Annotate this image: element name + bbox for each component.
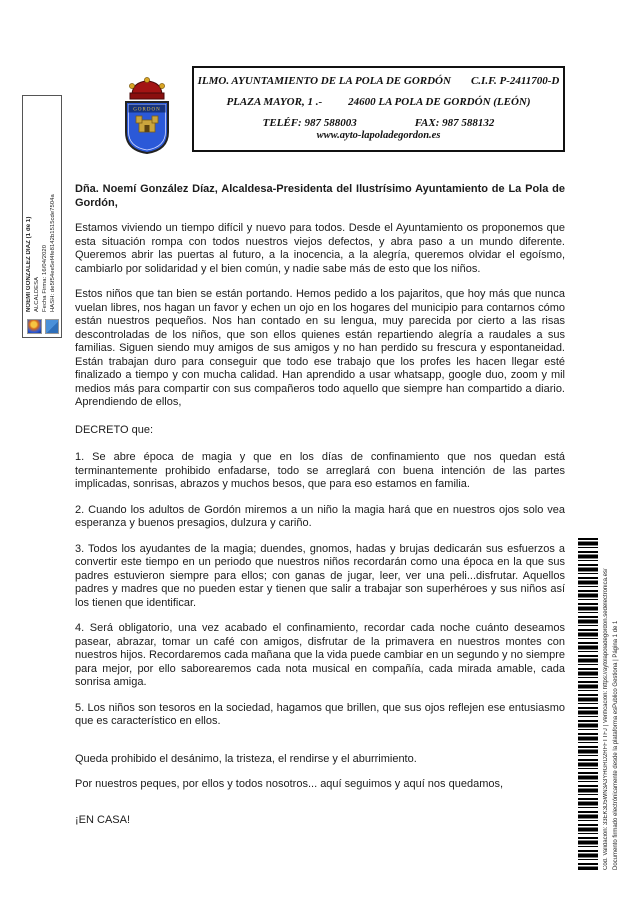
paragraph-intro-2: Estos niños que tan bien se están portando. Hemos pedido a los pajaritos, que hoy más que nunca vuelan libres, nos hagan un favor y echen un ojo en los hogares del municipio para contarnos cómo están nuestros pequeños. Nos han contado en su lengua, muy parecida por cierto a las risas descontroladas de los niños, que son ellos quienes están repartiendo alegría a raudales a sus familias. Siguen siendo muy amigos de sus amigos y no han perdido su frescura y espontaneidad. Están trabajan duro para conseguir que todo ese trabajo que los profes les hacen llegar esté finalizado a tiempo y con mucha calidad. Han aprendido a usar whatsapp, google duo, zoom y mil medios más para compartir con sus compañeros todo aquello que siempre han compartido a diario. Aprendiendo de ellos, [75, 288, 565, 408]
municipal-coat-of-arms-icon [112, 76, 182, 158]
salutation: Dña. Noemí González Díaz, Alcaldesa-Presidenta del Ilustrísimo Ayuntamiento de La Pola de Gordón, [75, 183, 565, 209]
signature-margin-text [25, 100, 59, 312]
org-website: www.ayto-lapoladegordon.es [316, 130, 441, 141]
org-cif: C.I.F. P-2411700-D [470, 75, 560, 87]
org-address: PLAZA MAYOR, 1 .- [226, 96, 323, 108]
verification-margin-text [601, 538, 623, 870]
decree-heading: DECRETO que: [75, 423, 154, 436]
decree-point-3: 3. Todos los ayudantes de la magia; duendes, gnomos, hadas y brujas dedicarán sus esfuerzos a convertir este tiempo en un periodo que nuestros niños recordarán como una época en la que sus padres estuvieron siempre para ellos; con ganas de jugar, leer, ver una peli...disfrutar. Aquellos padres y madres que no pueden estar y tienen que salir a trabajar son superhéroes y sus niños así los tienen que identificar. [75, 542, 565, 609]
validation-code-line: Cód. Validación: 33EK3D5WN3A3YHGRD2RFFTTFJ | Verificación: https://aytolapoladegordon.sedelectronica.es/ [603, 568, 609, 870]
org-postal-city: 24600 LA POLA DE GORDÓN (LEÓN) [348, 96, 531, 108]
decree-point-4: 4. Será obligatorio, una vez acabado el confinamiento, recordar cada noche cuánto deseamos pasear, abrazar, tomar un café con amigos, disfrutar de la primavera en nuestros montes con nuestros hijos. Recordaremos cada mañana que la vida puede cambiar en un segundo y no siempre para mejor, por ello saborearemos cada nota musical en compañía, cada mirada amable, cada sonrisa amiga. [75, 622, 565, 688]
signed-document-line: Documento firmado electrónicamente desde la plataforma esPublico Gestiona | Página 1 de 1 [613, 620, 619, 870]
signature-date: Fecha Firma: 16/04/2020 [42, 244, 48, 312]
signature-hash: HASH: de5f54ee5ef4fe8142b1515cde7504a [50, 194, 56, 312]
signature-logos [27, 319, 59, 333]
letter-body [75, 183, 565, 839]
gestiona-logo-icon [45, 319, 60, 334]
org-phone: TELÉF: 987 588003 [262, 117, 357, 129]
letterhead [192, 66, 565, 152]
final-line: ¡EN CASA! [75, 813, 131, 826]
org-fax: FAX: 987 588132 [414, 117, 495, 129]
signature-margin-box [22, 95, 62, 338]
verification-barcode [578, 538, 598, 870]
decree-point-2: 2. Cuando los adultos de Gordón miremos a un niño la magia hará que en nuestros ojos solo vea esperanza y buenos presagios, dulzura y cariño. [75, 503, 565, 529]
prohibition-line: Queda prohibido el desánimo, la tristeza, el rendirse y el aburrimiento. [75, 752, 417, 765]
closing-line: Por nuestros peques, por ellos y todos nosotros... aquí seguimos y aquí nos quedamos, [75, 778, 504, 790]
signer-name: NOEMI GONZALEZ DIAZ (1 de 1) [26, 216, 32, 312]
mini-crest-icon [27, 319, 42, 334]
crest-label: GORDON [133, 107, 161, 113]
decree-point-1: 1. Se abre época de magia y que en los días de confinamiento que nos quedan está terminantemente prohibido enfadarse, todo se arreglará con buena intención de las partes implicadas, sonrisas, abrazos y muchos besos, que para eso estamos en familia. [75, 451, 565, 490]
org-name: ILMO. AYUNTAMIENTO DE LA POLA DE GORDÓN [197, 75, 451, 87]
decree-point-5: 5. Los niños son tesoros en la sociedad, hagamos que brillen, que sus ojos reflejen ese entusiasmo que es característico en ellos. [75, 701, 565, 727]
paragraph-intro-1: Estamos viviendo un tiempo difícil y nuevo para todos. Desde el Ayuntamiento os proponemos que esta situación rompa con todos nuestros viejos defectos, y abra paso a un mundo diferente. Queremos abrir las puertas al futuro, a la inocencia, a la alegría, queremos olvidar el egoísmo, cambiarlo por solidaridad y el bien común, y nadie sabe más de esto que los niños. [75, 222, 565, 275]
signer-role: ALCALDESA [34, 276, 40, 312]
